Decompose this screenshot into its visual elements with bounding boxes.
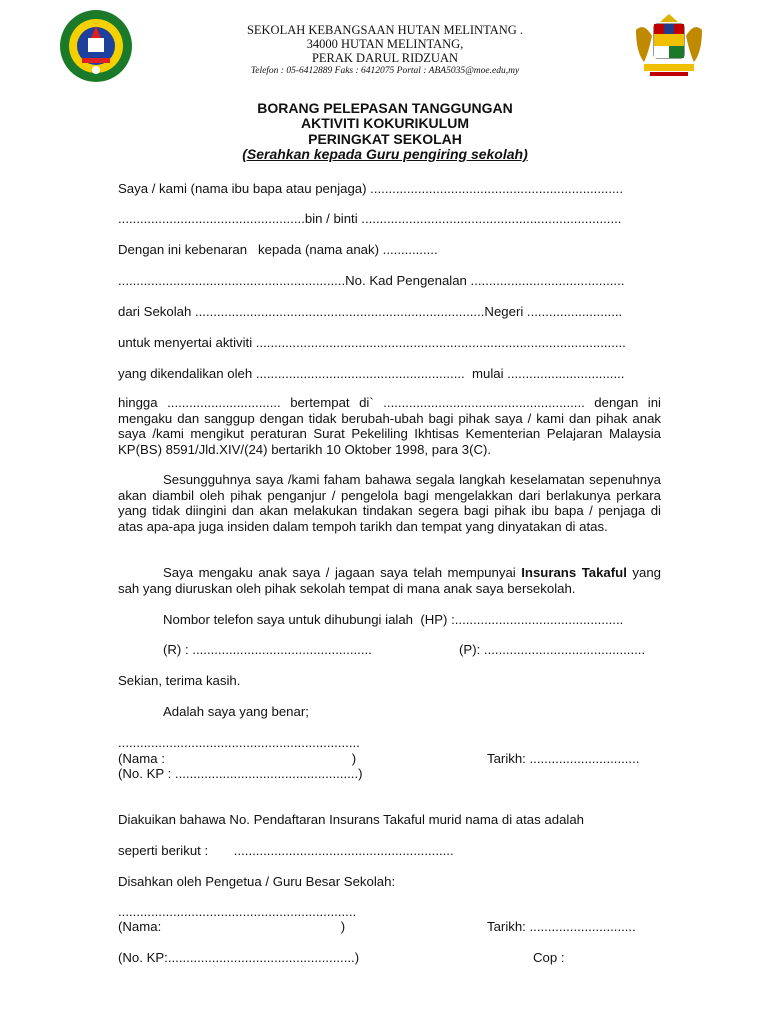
insurance-text-post: yang sah yang diuruskan oleh pihak sekolah tempat di mana anak saya bersekolah. [118, 565, 661, 596]
safety-paragraph [118, 472, 661, 534]
address-line-1: 34000 HUTAN MELINTANG, [306, 37, 464, 51]
insurance-takaful-label: Insurans Takaful [521, 565, 627, 580]
parent-signature-line[interactable]: .................................................................. [118, 735, 360, 750]
contact-info: Telefon : 05-6412889 Faks : 6412075 Portal : ABA5035@moe.edu,my [250, 66, 520, 76]
coat-of-arms-icon [628, 12, 710, 82]
headmaster-signature-line[interactable]: ................................................................. [118, 904, 357, 919]
insurance-paragraph [118, 565, 661, 596]
bin-binti-field[interactable]: ...................................................bin / binti ....................................................................... [118, 211, 622, 226]
organizer-start-field[interactable]: yang dikendalikan oleh ......................................................... mulai ................................ [118, 366, 625, 381]
parent-date-field[interactable]: Tarikh: .............................. [487, 751, 640, 766]
school-crest-icon [58, 8, 134, 84]
headmaster-kp-field[interactable]: (No. KP:...................................................) [118, 950, 360, 965]
yours-truly-text: Adalah saya yang benar; [163, 704, 309, 719]
form-title-1: BORANG PELEPASAN TANGGUNGAN [257, 100, 513, 116]
headmaster-date-field[interactable]: Tarikh: ............................. [487, 919, 636, 934]
parent-kp-field[interactable]: (No. KP : ..................................................) [118, 766, 363, 781]
phone-r-field[interactable]: (R) : ................................................. [163, 642, 372, 657]
form-title-3: PERINGKAT SEKOLAH [308, 131, 462, 147]
activity-field[interactable]: untuk menyertai aktiviti ..................................................................................................... [118, 335, 626, 350]
closing-text: Sekian, terima kasih. [118, 673, 241, 688]
phone-hp-field[interactable]: Nombor telefon saya untuk dihubungi ialah (HP) :.............................................. [163, 612, 624, 627]
verified-by-text: Disahkan oleh Pengetua / Guru Besar Sekolah: [118, 874, 396, 889]
headmaster-name-field[interactable]: (Nama: ) [118, 919, 346, 934]
safety-text: Sesungguhnya saya /kami faham bahawa segala langkah keselamatan sepenuhnya akan diambil oleh pihak penganjur / pengelola bagi mengelakkan dari berlakunya perkara yang tidak diingini dan akan melakukan tindakan segera bagi pihak ibu bapa / penjaga di atas apa-apa juga insiden dalam tempoh tarikh dan tempat yang dinyatakan di atas. [118, 472, 661, 534]
phone-p-field[interactable]: (P): ............................................ [459, 642, 646, 657]
parent-name-sign-field[interactable]: (Nama : ) [118, 751, 357, 766]
form-subtitle: (Serahkan kepada Guru pengiring sekolah) [242, 146, 528, 162]
school-state-field[interactable]: dari Sekolah ...............................................................................Negeri .......................... [118, 304, 623, 319]
school-name: SEKOLAH KEBANGSAAN HUTAN MELINTANG . [246, 23, 524, 37]
child-name-field[interactable]: Dengan ini kebenaran kepada (nama anak) ............... [118, 242, 438, 257]
address-line-2: PERAK DARUL RIDZUAN [311, 51, 459, 65]
registration-number-field[interactable]: seperti berikut : ............................................................ [118, 843, 454, 858]
consent-paragraph: hingga ............................... bertempat di` ....................................................... dengan ini mengaku dan sanggup dengan tidak berubah-ubah bagi pihak saya / kami dan pihak anak saya /kami mengikut peraturan Surat Pekeliling Ikhtisas Kementerian Pelajaran Malaysia KP(BS) 8591/Jld.XIV/(24) bertarikh 10 Oktober 1998, para 3(C). [118, 395, 661, 457]
parent-name-field[interactable]: Saya / kami (nama ibu bapa atau penjaga) ..................................................................... [118, 181, 623, 196]
insurance-text-pre: Saya mengaku anak saya / jagaan saya telah mempunyai [163, 565, 522, 580]
ic-number-field[interactable]: ..............................................................No. Kad Pengenalan .......................................... [118, 273, 625, 288]
form-title-2: AKTIVITI KOKURIKULUM [301, 115, 469, 131]
acknowledgement-text: Diakuikan bahawa No. Pendaftaran Insurans Takaful murid nama di atas adalah [118, 812, 584, 827]
official-stamp-label: Cop : [533, 950, 565, 965]
